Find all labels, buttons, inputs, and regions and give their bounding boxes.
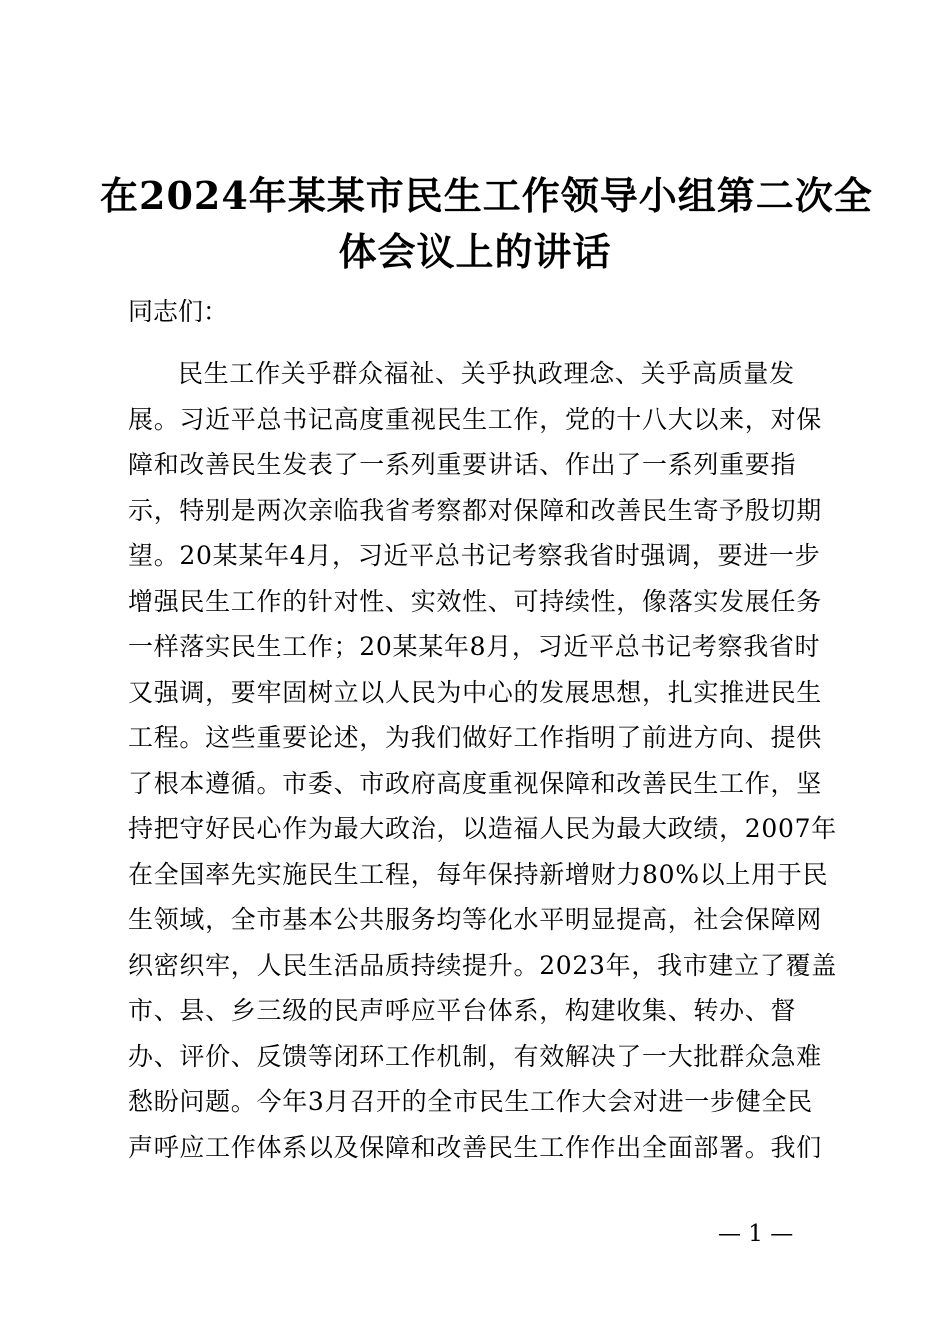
body-line: 织密织牢，人民生活品质持续提升。2023年，我市建立了覆盖 — [128, 950, 837, 980]
body-line: 在全国率先实施民生工程，每年保持新增财力80%以上用于民 — [128, 859, 829, 889]
title-line-2: 体会议上的讲话 — [338, 229, 612, 274]
body-line: 持把守好民心作为最大政治，以造福人民为最大政绩，2007年 — [128, 814, 837, 843]
title-line-1: 在2024年某某市民生工作领导小组第二次全 — [100, 173, 873, 218]
body-line: 办、评价、反馈等闭环工作机制，有效解决了一大批群众急难 — [128, 1041, 822, 1071]
body-line: 示，特别是两次亲临我省考察都对保障和改善民生寄予殷切期 — [128, 495, 822, 525]
body-line: 又强调，要牢固树立以人民为中心的发展思想，扎实推进民生 — [128, 677, 822, 707]
body-line: 了根本遵循。市委、市政府高度重视保障和改善民生工作，坚 — [128, 768, 822, 798]
body-line: 工程。这些重要论述，为我们做好工作指明了前进方向、提供 — [128, 723, 822, 752]
body-line: 民生工作关乎群众福祉、关乎执政理念、关乎高质量发 — [178, 359, 795, 388]
body-line: 声呼应工作体系以及保障和改善民生工作作出全面部署。我们 — [128, 1132, 822, 1162]
body-line: 愁盼问题。今年3月召开的全市民生工作大会对进一步健全民 — [128, 1087, 813, 1116]
body-line: 展。习近平总书记高度重视民生工作，党的十八大以来，对保 — [128, 404, 822, 434]
body-line: 增强民生工作的针对性、实效性、可持续性，像落实发展任务 — [128, 586, 822, 616]
body-line: 一样落实民生工作；20某某年8月，习近平总书记考察我省时 — [128, 632, 821, 661]
body-line: 生领域，全市基本公共服务均等化水平明显提高，社会保障网 — [128, 905, 822, 934]
body-text — [128, 351, 837, 1170]
body-line: 望。20某某年4月，习近平总书记考察我省时强调，要进一步 — [128, 541, 821, 570]
page-number: — 1 — — [718, 1221, 794, 1247]
salutation: 同志们： — [128, 297, 229, 326]
body-line: 市、县、乡三级的民声呼应平台体系，构建收集、转办、督 — [128, 996, 797, 1025]
document-title — [100, 168, 873, 280]
body-line: 障和改善民生发表了一系列重要讲话、作出了一系列重要指 — [128, 450, 797, 479]
